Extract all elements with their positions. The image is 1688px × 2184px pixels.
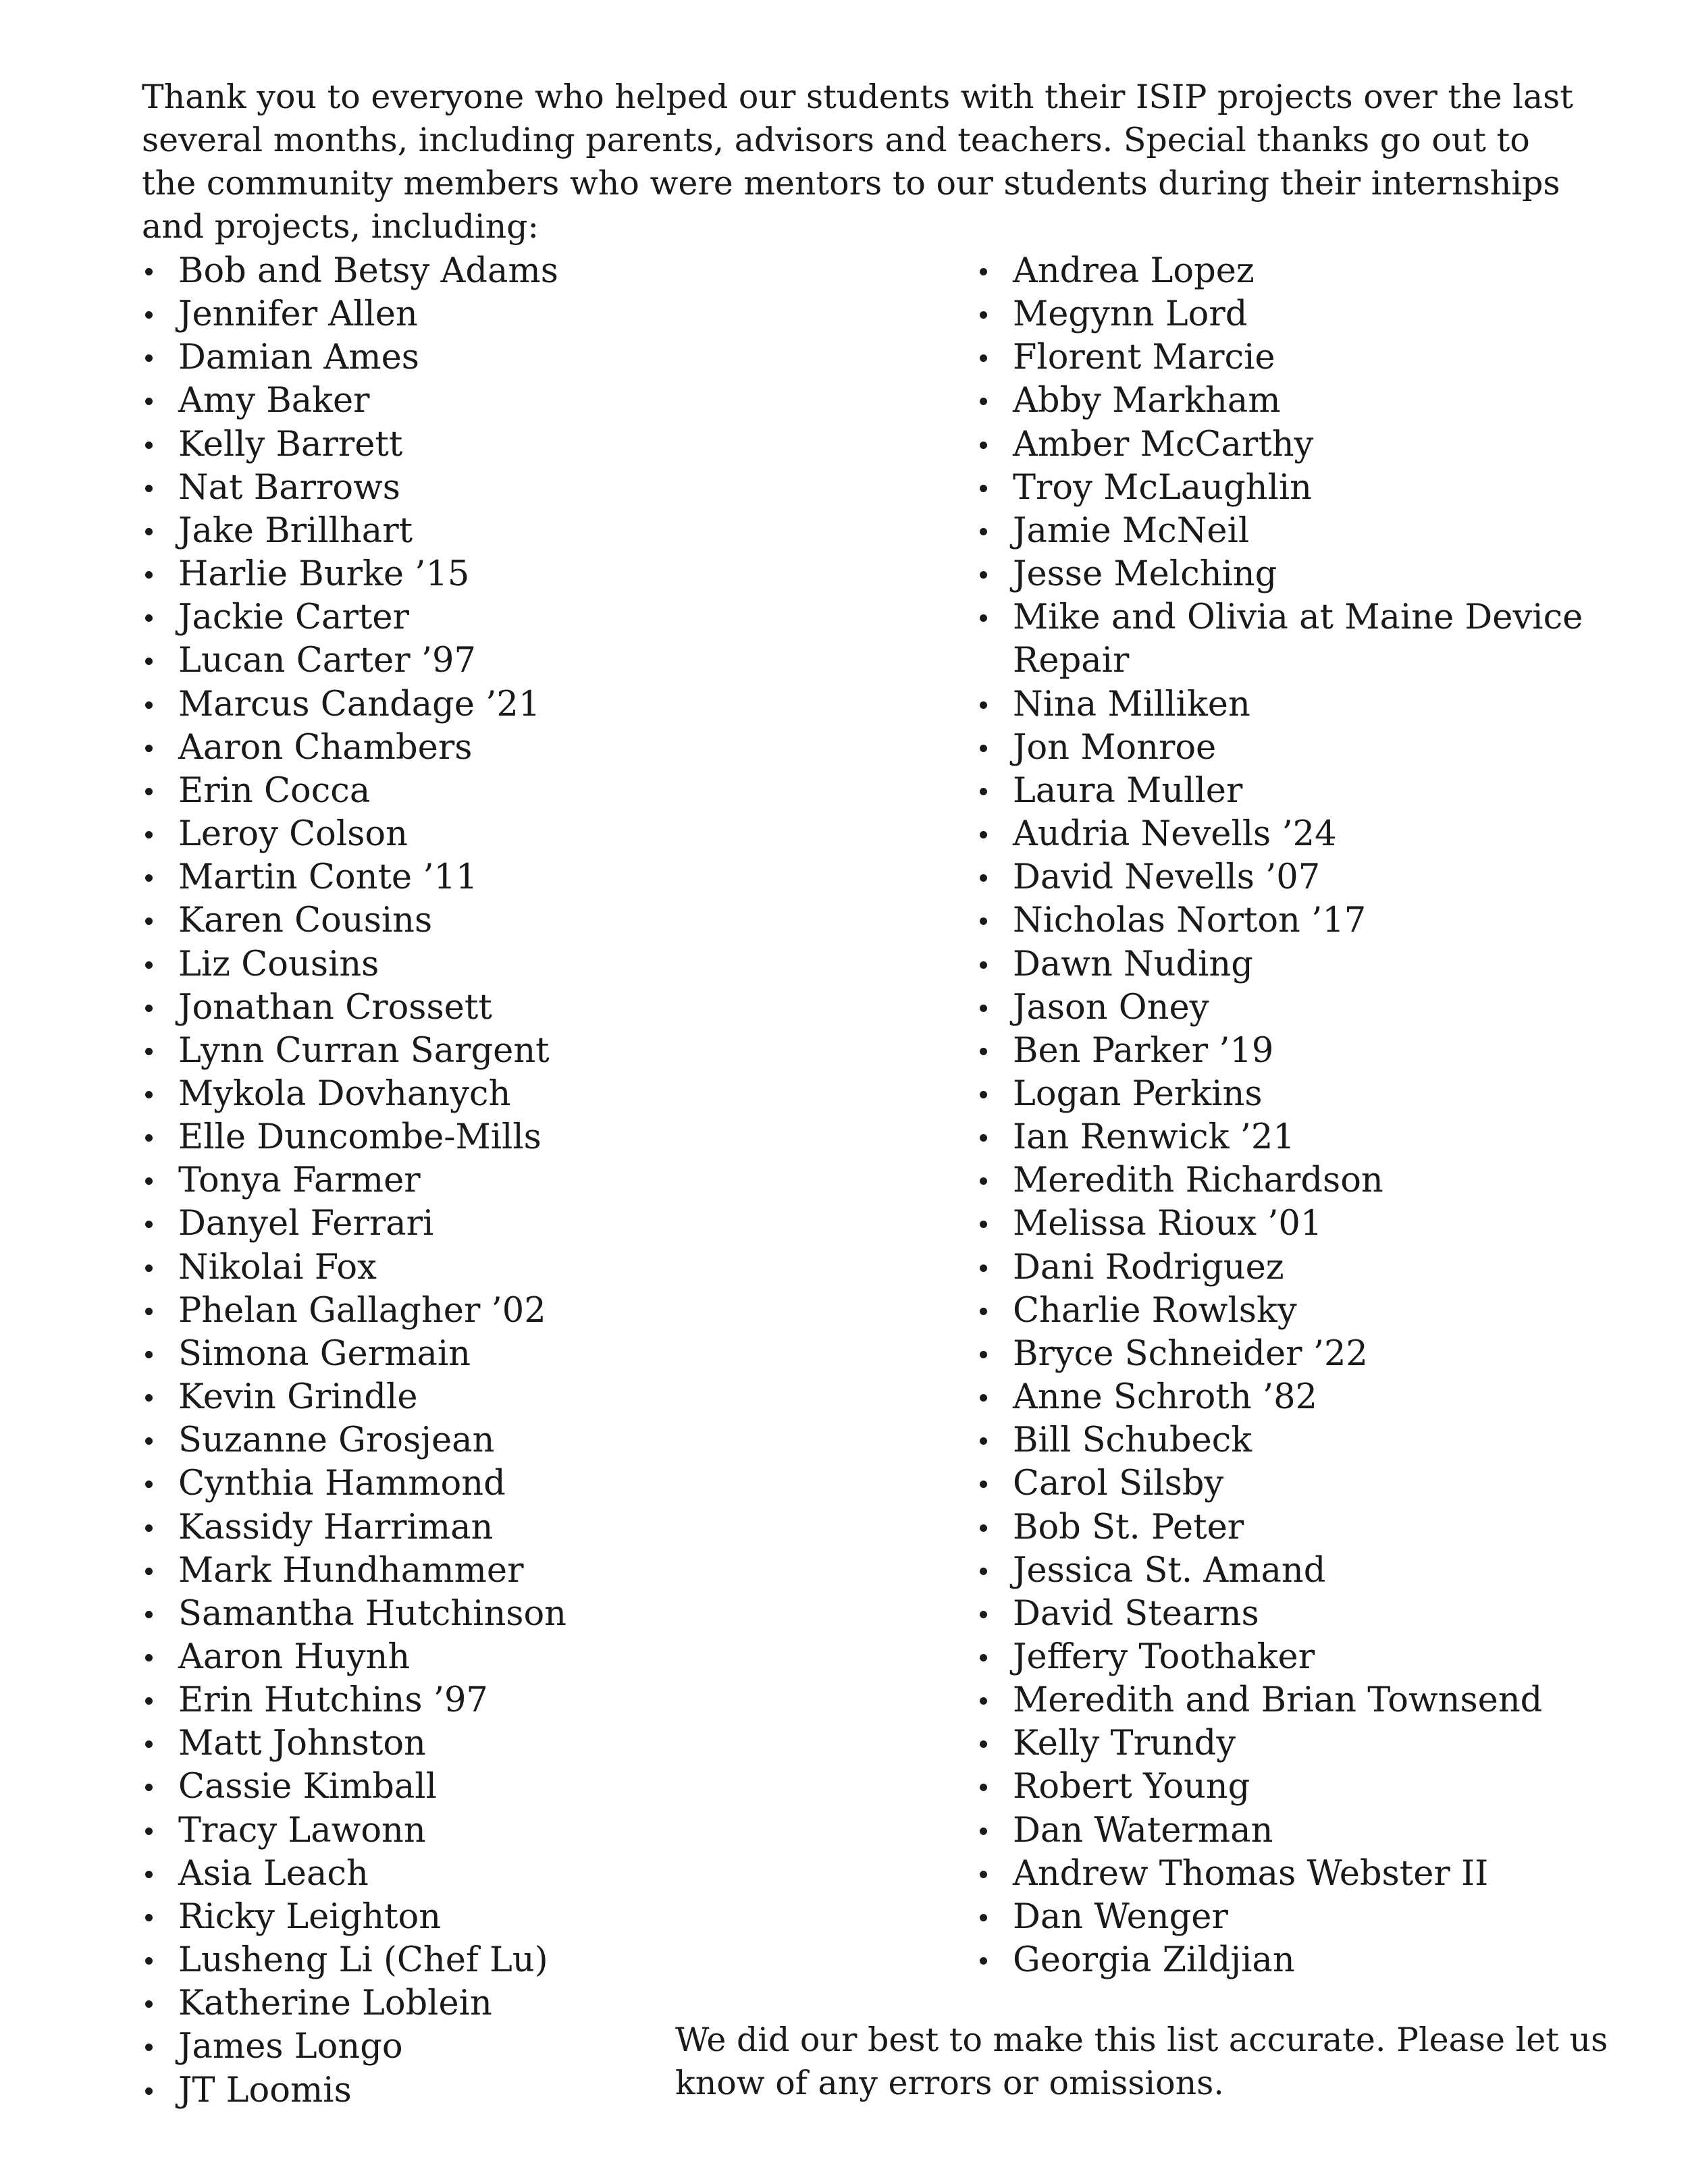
mentor-name: Jake Brillhart xyxy=(143,510,818,553)
mentor-name: Simona Germain xyxy=(143,1333,818,1376)
mentor-name: Bob and Betsy Adams xyxy=(143,250,818,293)
mentor-name: Jesse Melching xyxy=(978,553,1585,596)
mentor-name: Aaron Chambers xyxy=(143,726,818,770)
mentor-name: Leroy Colson xyxy=(143,813,818,856)
mentor-name: Mark Hundhammer xyxy=(143,1549,818,1593)
mentor-name: Robert Young xyxy=(978,1765,1585,1809)
mentor-name: Matt Johnston xyxy=(143,1722,818,1765)
mentor-name: Kassidy Harriman xyxy=(143,1506,818,1549)
mentor-name: Megynn Lord xyxy=(978,293,1585,336)
mentor-name: Laura Muller xyxy=(978,770,1585,813)
mentor-name: Danyel Ferrari xyxy=(143,1202,818,1246)
mentor-name: Jamie McNeil xyxy=(978,510,1585,553)
mentor-name: Kevin Grindle xyxy=(143,1376,818,1419)
mentor-name: Tracy Lawonn xyxy=(143,1809,818,1853)
mentor-name: David Nevells ’07 xyxy=(978,856,1585,899)
mentor-name: Melissa Rioux ’01 xyxy=(978,1202,1585,1246)
mentor-name: Lucan Carter ’97 xyxy=(143,639,818,683)
mentor-name: Logan Perkins xyxy=(978,1073,1585,1116)
mentor-name: Jason Oney xyxy=(978,986,1585,1030)
mentor-name: Dani Rodriguez xyxy=(978,1246,1585,1289)
mentor-name: Aaron Huynh xyxy=(143,1636,818,1679)
mentor-name: Georgia Zildjian xyxy=(978,1939,1585,1982)
mentor-name: Lynn Curran Sargent xyxy=(143,1030,818,1073)
mentor-name: Jessica St. Amand xyxy=(978,1549,1585,1593)
mentor-name: Dawn Nuding xyxy=(978,943,1585,986)
mentor-name: Mike and Olivia at Maine Device Repair xyxy=(978,596,1585,683)
mentor-name: Jonathan Crossett xyxy=(143,986,818,1030)
mentor-name: James Longo xyxy=(143,2025,818,2069)
mentor-name: Charlie Rowlsky xyxy=(978,1289,1585,1333)
mentor-name: Dan Wenger xyxy=(978,1896,1585,1939)
mentor-name: Jennifer Allen xyxy=(143,293,818,336)
mentor-name: Phelan Gallagher ’02 xyxy=(143,1289,818,1333)
mentor-name: Cassie Kimball xyxy=(143,1765,818,1809)
mentor-name: Asia Leach xyxy=(143,1853,818,1896)
mentor-name: Florent Marcie xyxy=(978,336,1585,379)
mentor-name: Amber McCarthy xyxy=(978,423,1585,467)
mentor-name: Jeffery Toothaker xyxy=(978,1636,1585,1679)
mentor-name: David Stearns xyxy=(978,1593,1585,1636)
mentor-name: Meredith Richardson xyxy=(978,1159,1585,1202)
mentor-name: Damian Ames xyxy=(143,336,818,379)
mentor-name: JT Loomis xyxy=(143,2069,818,2112)
mentor-list-right xyxy=(978,250,1585,1982)
mentor-name: Ben Parker ’19 xyxy=(978,1030,1585,1073)
mentor-name: Andrea Lopez xyxy=(978,250,1585,293)
mentor-name: Nina Milliken xyxy=(978,683,1585,726)
mentor-name: Elle Duncombe-Mills xyxy=(143,1116,818,1159)
mentor-list-left xyxy=(143,250,818,2112)
mentor-name: Andrew Thomas Webster II xyxy=(978,1853,1585,1896)
mentor-name: Suzanne Grosjean xyxy=(143,1419,818,1462)
mentor-name: Erin Cocca xyxy=(143,770,818,813)
mentor-name: Karen Cousins xyxy=(143,899,818,942)
mentor-name: Carol Silsby xyxy=(978,1462,1585,1506)
mentor-name: Audria Nevells ’24 xyxy=(978,813,1585,856)
mentor-name: Tonya Farmer xyxy=(143,1159,818,1202)
mentor-name: Samantha Hutchinson xyxy=(143,1593,818,1636)
mentor-name: Bill Schubeck xyxy=(978,1419,1585,1462)
mentor-name: Cynthia Hammond xyxy=(143,1462,818,1506)
mentor-name: Kelly Barrett xyxy=(143,423,818,467)
mentor-name: Ian Renwick ’21 xyxy=(978,1116,1585,1159)
intro-paragraph: Thank you to everyone who helped our students with their ISIP projects over the last several months, including parents, advisors and teachers. Special thanks go out to the community members who were mentors to our students during their internships and projects, including: xyxy=(142,78,1573,246)
mentor-name: Abby Markham xyxy=(978,379,1585,423)
mentor-name: Nat Barrows xyxy=(143,467,818,510)
mentor-name: Bob St. Peter xyxy=(978,1506,1585,1549)
mentor-name: Ricky Leighton xyxy=(143,1896,818,1939)
mentor-name: Troy McLaughlin xyxy=(978,467,1585,510)
mentor-name: Nikolai Fox xyxy=(143,1246,818,1289)
mentor-name: Jon Monroe xyxy=(978,726,1585,770)
closing-note: We did our best to make this list accurate. Please let us know of any errors or omissions. xyxy=(675,2021,1608,2102)
mentor-name: Marcus Candage ’21 xyxy=(143,683,818,726)
mentor-name: Liz Cousins xyxy=(143,943,818,986)
mentor-name: Erin Hutchins ’97 xyxy=(143,1679,818,1722)
mentor-name: Anne Schroth ’82 xyxy=(978,1376,1585,1419)
mentor-name: Jackie Carter xyxy=(143,596,818,639)
mentor-name: Meredith and Brian Townsend xyxy=(978,1679,1585,1722)
mentor-name: Katherine Loblein xyxy=(143,1982,818,2025)
mentor-name: Kelly Trundy xyxy=(978,1722,1585,1765)
mentor-name: Dan Waterman xyxy=(978,1809,1585,1853)
mentor-name: Martin Conte ’11 xyxy=(143,856,818,899)
mentor-name: Bryce Schneider ’22 xyxy=(978,1333,1585,1376)
mentor-name: Amy Baker xyxy=(143,379,818,423)
mentor-name: Nicholas Norton ’17 xyxy=(978,899,1585,942)
mentor-name: Mykola Dovhanych xyxy=(143,1073,818,1116)
mentor-name: Harlie Burke ’15 xyxy=(143,553,818,596)
mentor-name: Lusheng Li (Chef Lu) xyxy=(143,1939,818,1982)
